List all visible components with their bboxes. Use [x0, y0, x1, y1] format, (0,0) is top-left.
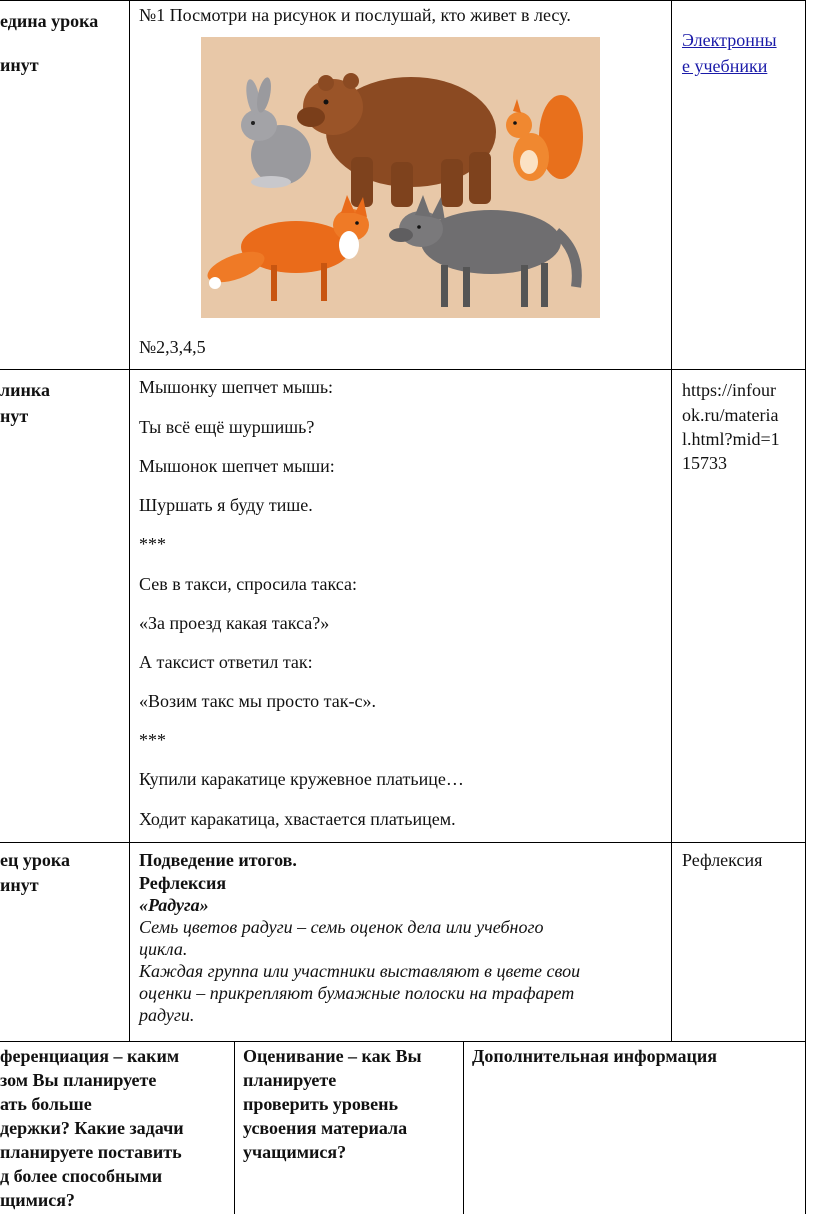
method-description-line: радуги.: [139, 1005, 195, 1025]
differentiation-question-line: ференциация – каким: [0, 1046, 180, 1066]
column-divider-row4-2: [463, 1041, 464, 1214]
stage-label-middle: едина урока: [0, 11, 99, 31]
poem-separator: ***: [139, 730, 166, 750]
table-border-right: [805, 0, 806, 1214]
stage-duration-middle: инут: [0, 55, 39, 75]
table-border-top: [0, 0, 806, 1]
poem-line: «За проезд какая такса?»: [139, 613, 330, 633]
assessment-question-line: учащимися?: [243, 1142, 347, 1162]
summary-title: Подведение итогов.: [139, 850, 297, 870]
method-title: «Радуга»: [139, 895, 209, 915]
reflection-title: Рефлексия: [139, 873, 227, 893]
electronic-textbooks-link-line-1[interactable]: Электронны: [682, 30, 777, 50]
row-divider-3: [0, 1041, 806, 1042]
poem-line: Ходит каракатица, хвастается платьицем.: [139, 809, 456, 829]
differentiation-question-line: щимися?: [0, 1190, 75, 1210]
differentiation-question-line: ать больше: [0, 1094, 92, 1114]
additional-info-header: Дополнительная информация: [472, 1046, 717, 1066]
poem-line: Мышонок шепчет мыши:: [139, 456, 335, 476]
poem-line: Мышонку шепчет мышь:: [139, 377, 334, 397]
column-divider-row4-1: [234, 1041, 235, 1214]
reflection-resource: Рефлексия: [682, 850, 763, 870]
resource-url-line-2: ok.ru/materia: [682, 405, 779, 425]
method-description-line: Каждая группа или участники выставляют в цвете свои: [139, 961, 581, 981]
method-description-line: Семь цветов радуги – семь оценок дела или учебного: [139, 917, 544, 937]
resource-url-line-4: 15733: [682, 453, 727, 473]
column-divider-2: [671, 0, 672, 1042]
assessment-question-line: планируете: [243, 1070, 337, 1090]
poem-line: Ты всё ещё шуршишь?: [139, 417, 315, 437]
poem-line: Купили каракатице кружевное платьице…: [139, 769, 464, 789]
differentiation-question-line: д более способными: [0, 1166, 163, 1186]
poem-separator: ***: [139, 534, 166, 554]
task-title: №1 Посмотри на рисунок и послушай, кто живет в лесу.: [139, 5, 571, 25]
resource-url-line-3: l.html?mid=1: [682, 429, 780, 449]
assessment-question-line: проверить уровень: [243, 1094, 399, 1114]
stage-duration-warmup: нут: [0, 406, 29, 426]
stage-label-end: ец урока: [0, 850, 70, 870]
row-divider-1: [0, 369, 806, 370]
stage-duration-end: инут: [0, 875, 39, 895]
column-divider-1: [129, 0, 130, 1042]
differentiation-question-line: держки? Какие задачи: [0, 1118, 184, 1138]
method-description-line: оценки – прикрепляют бумажные полоски на трафарет: [139, 983, 575, 1003]
poem-line: Шуршать я буду тише.: [139, 495, 313, 515]
poem-line: «Возим такс мы просто так-с».: [139, 691, 376, 711]
assessment-question-line: Оценивание – как Вы: [243, 1046, 422, 1066]
differentiation-question-line: зом Вы планируете: [0, 1070, 157, 1090]
assessment-question-line: усвоения материала: [243, 1118, 408, 1138]
forest-animals-illustration: [201, 37, 600, 318]
poem-line: Сев в такси, спросила такса:: [139, 574, 357, 594]
method-description-line: цикла.: [139, 939, 188, 959]
stage-label-warmup: линка: [0, 380, 50, 400]
task-numbers: №2,3,4,5: [139, 337, 206, 357]
electronic-textbooks-link-line-2[interactable]: е учебники: [682, 56, 768, 76]
resource-url-line-1: https://infour: [682, 380, 776, 400]
differentiation-question-line: планируете поставить: [0, 1142, 182, 1162]
poem-line: А таксист ответил так:: [139, 652, 313, 672]
row-divider-2: [0, 842, 806, 843]
